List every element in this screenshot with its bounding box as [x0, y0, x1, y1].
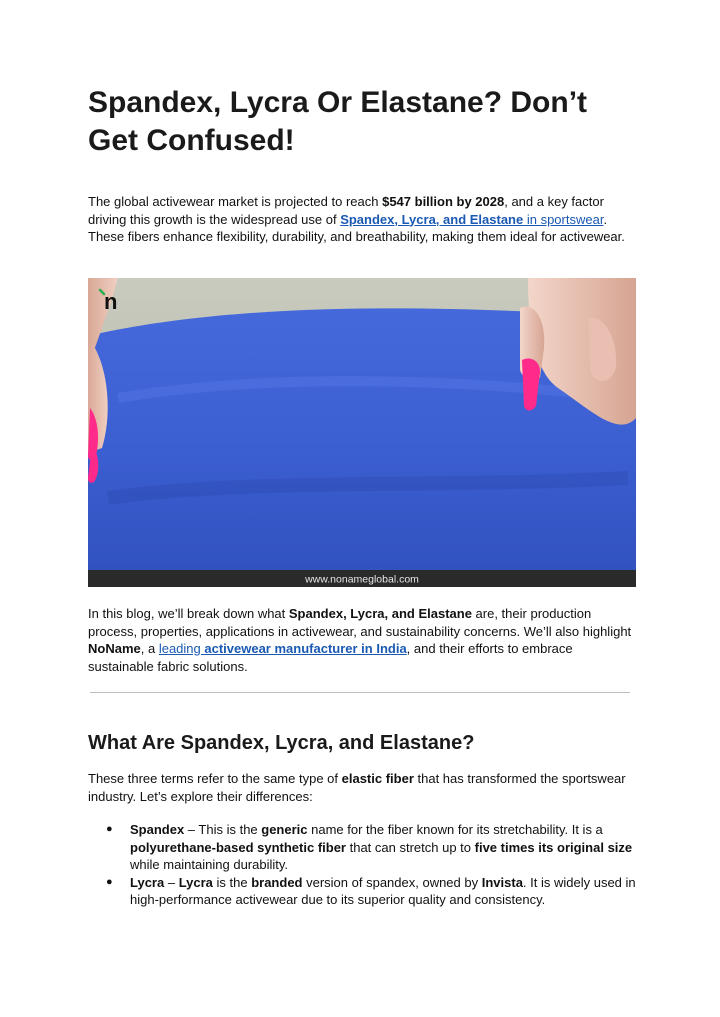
fibers-sportswear-link[interactable] [340, 212, 603, 227]
list-item [88, 821, 636, 874]
blog-intro-paragraph [88, 605, 636, 675]
section-text-1: These three terms refer to the same type of [88, 771, 342, 786]
blog-text-3: , a [140, 641, 159, 656]
intro-paragraph [88, 193, 636, 246]
fabric-stretch-illustration [88, 278, 636, 587]
bullet-icon: ● [106, 875, 113, 888]
bullet-text: that can stretch up to [346, 839, 475, 855]
bullet-bold: five times its original size [474, 839, 633, 855]
blog-text-2: are, their production process, properties, applications in activewear, and sustainability concerns. We’ll also highlight [88, 606, 632, 639]
intro-text-2: , and a key factor driving this growth is the widespread use of [88, 194, 604, 227]
fibers-link-rest[interactable]: in sportswear [523, 211, 604, 227]
bullet-text: name for the fiber known for its stretchability. It is a [307, 822, 603, 837]
manufacturer-link-bold[interactable]: activewear manufacturer in India [204, 641, 407, 656]
bullet-bold: branded [251, 874, 303, 890]
noname-bold: NoName [88, 641, 141, 656]
bullet-text: – [164, 874, 179, 890]
market-value-bold: $547 billion by 2028 [382, 194, 505, 209]
blog-fibers-bold: Spandex, Lycra, and Elastane [288, 606, 472, 621]
list-item [88, 874, 636, 909]
section-intro-paragraph [88, 770, 636, 805]
bullet-text: – This is the [184, 822, 262, 837]
bullet-text: version of spandex, owned by [302, 874, 482, 890]
blog-text-4: , and their efforts to embrace sustainable fabric solutions. [88, 641, 573, 674]
fiber-bullet-list [88, 821, 636, 909]
bullet-text: while maintaining durability. [130, 857, 289, 872]
page-title: Spandex, Lycra Or Elastane? Don’t Get Confused! [88, 86, 588, 157]
manufacturer-link-plain[interactable]: leading [158, 641, 205, 656]
bullet-text: . It is widely used in high-performance activewear due to its superior quality and consistency. [130, 874, 636, 907]
bullet-bold: polyurethane-based synthetic fiber [130, 839, 346, 855]
intro-text-1: The global activewear market is projected to reach [88, 194, 383, 209]
section-divider [90, 692, 630, 693]
fibers-link-bold[interactable]: Spandex, Lycra, and Elastane [340, 211, 524, 227]
bullet-bold: Invista [481, 874, 523, 890]
manufacturer-link[interactable] [159, 641, 407, 656]
section-heading: What Are Spandex, Lycra, and Elastane? [88, 732, 475, 754]
bullet-term: Lycra [130, 874, 165, 890]
section-text-2: that has transformed the sportswear industry. Let’s explore their differences: [88, 771, 626, 804]
bullet-term: Spandex [130, 822, 185, 837]
watermark-text: www.nonameglobal.com [305, 573, 419, 586]
blog-text-1: In this blog, we’ll break down what [88, 606, 289, 621]
bullet-text: is the [212, 874, 252, 890]
logo-letter: n [104, 289, 118, 314]
hero-image [88, 278, 636, 587]
intro-text-3: . These fibers enhance flexibility, durability, and breathability, making them ideal for activewear. [88, 211, 625, 244]
bullet-bold: generic [261, 822, 308, 837]
bullet-bold: Lycra [178, 874, 213, 890]
bullet-icon: ● [106, 823, 113, 835]
elastic-fiber-bold: elastic fiber [341, 771, 414, 786]
